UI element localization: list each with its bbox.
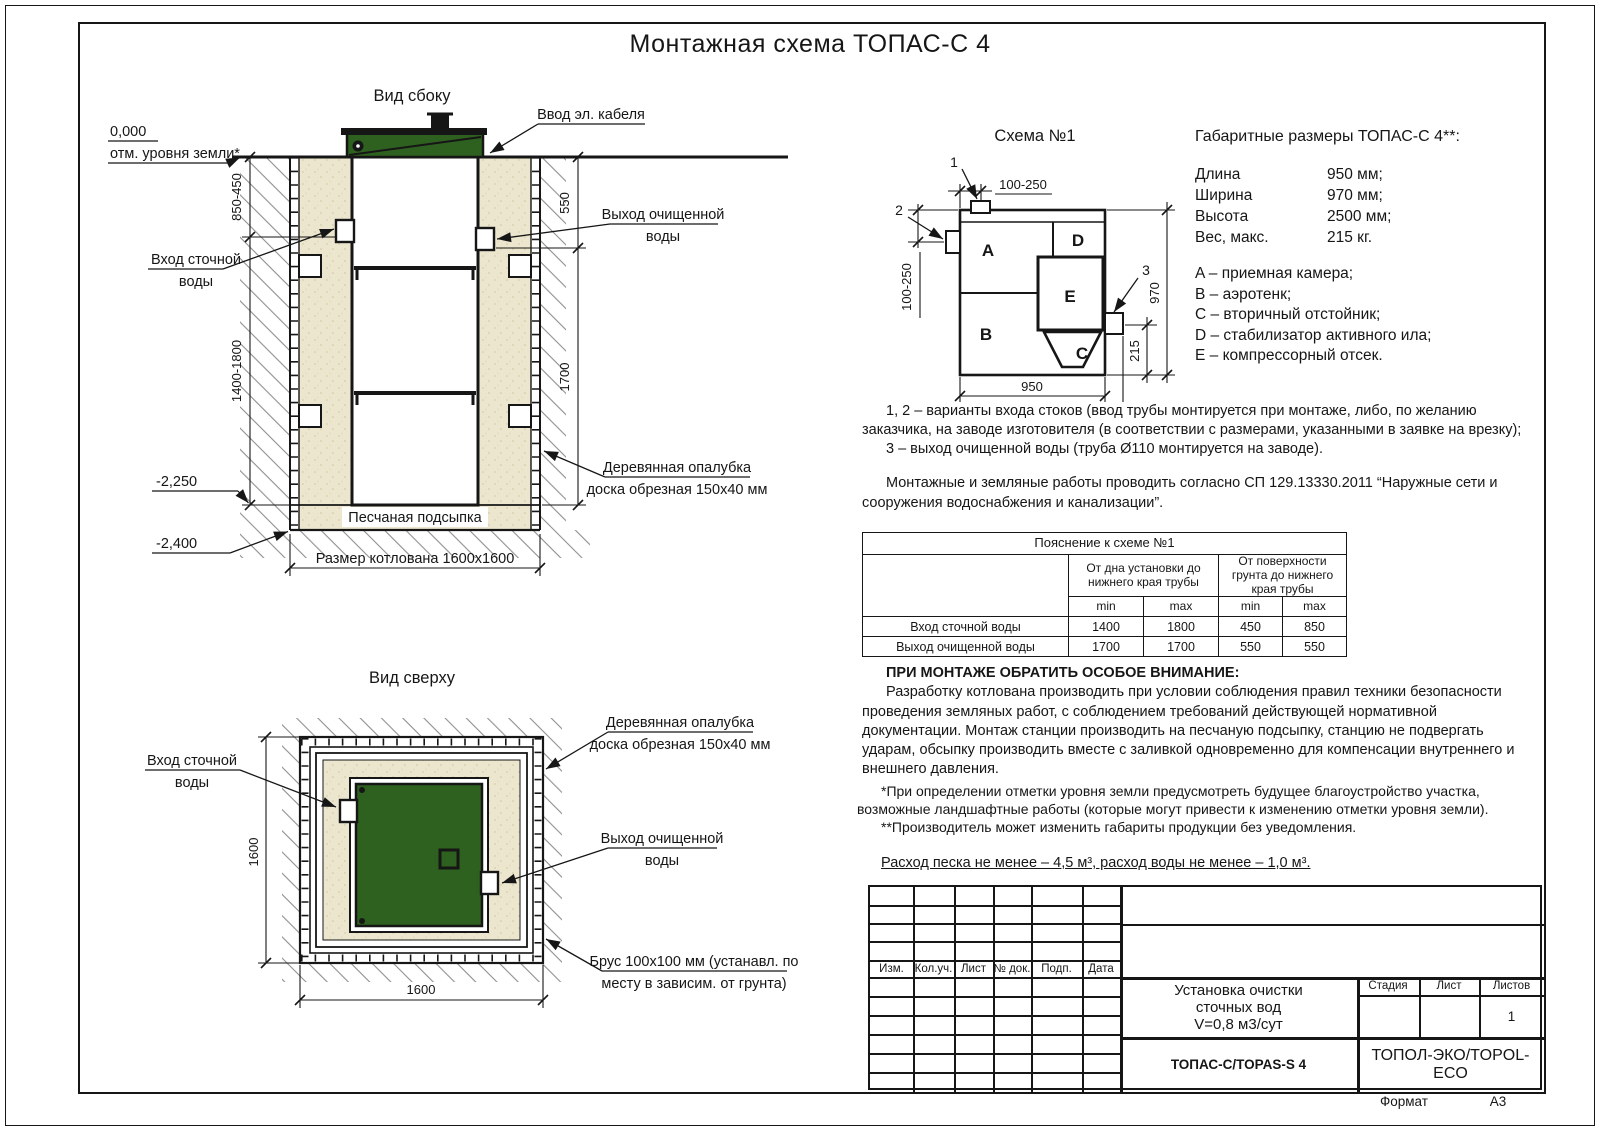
cell: 1700	[1069, 637, 1144, 657]
compartment-c: C	[1075, 344, 1089, 363]
rev-header-izm: Изм.	[879, 962, 904, 975]
lid-dot	[359, 918, 365, 924]
spec-row	[1195, 185, 1525, 206]
notes-block	[862, 402, 1534, 513]
tv-inlet-line1: Вход сточной	[146, 753, 238, 769]
company-name: ТОПОЛ-ЭКО/TOPOL-ECO	[1371, 1046, 1530, 1082]
page-title: Монтажная схема ТОПАС-С 4	[629, 30, 991, 58]
outlet-port	[476, 228, 494, 250]
document-name	[1120, 977, 1357, 1037]
mark-2400-label: -2,400	[156, 536, 198, 552]
spec-row	[1195, 227, 1525, 248]
spec-label: Ширина	[1195, 187, 1253, 204]
side-view-drawing	[108, 87, 788, 576]
port-1-label: 1	[950, 154, 958, 170]
spec-value: 2500 мм;	[1327, 208, 1392, 225]
format-label: Формат	[1380, 1094, 1428, 1109]
attention-body: Разработку котлована производить при условии соблюдения правил техники безопасности проведения земляных работ, с соблюдением требований действующей нормативной документации. Монтаж станции производить на песчаную подсыпку, станцию не подвергать ударам, обсыпку производить вместе с заливкой одновременно для компенсации внутреннего и внешнего давления.	[862, 684, 1515, 778]
tv-brus-line1: Брус 100х100 мм (устанавл. по	[589, 954, 799, 970]
rev-header-koluch: Кол.уч.	[914, 962, 953, 975]
legend-item: A – приемная камера;	[1195, 265, 1354, 282]
formwork-label-line2: доска обрезная 150х40 мм	[586, 482, 768, 498]
outlet-port-top	[481, 872, 498, 894]
vent-hatch	[440, 850, 458, 868]
spec-value: 950 мм;	[1327, 166, 1383, 183]
doc-name-line1: Установка очистки	[1174, 981, 1303, 999]
legend-item: E – компрессорный отсек.	[1195, 347, 1383, 364]
cable-entry-label: Ввод эл. кабеля	[537, 107, 645, 123]
compartment-a: A	[981, 241, 995, 260]
ground-note-label: отм. уровня земли*	[110, 146, 240, 162]
dimensions-spec-block	[1195, 128, 1525, 367]
specs-heading: Габаритные размеры ТОПАС-С 4**:	[1195, 128, 1460, 145]
table-row	[863, 637, 1347, 657]
zero-mark-label: 0,000	[110, 124, 147, 140]
spec-label: Длина	[1195, 166, 1241, 183]
spec-row	[1195, 206, 1525, 227]
spec-label: Высота	[1195, 208, 1249, 225]
tv-dim-left-1600: 1600	[246, 837, 261, 867]
max-header: max	[1283, 597, 1347, 617]
lid-bolt-center	[356, 144, 360, 148]
consumption-note: Расход песка не менее – 4,5 м³, расход воды не менее – 1,0 м³.	[881, 854, 1311, 871]
cell: 1700	[1144, 637, 1219, 657]
inlet-label-line1: Вход сточной	[150, 252, 242, 268]
strut	[509, 405, 531, 427]
tv-outlet-line2: воды	[644, 853, 680, 869]
mark-2250-label: -2,250	[156, 474, 198, 490]
schema-dim-215: 215	[1127, 340, 1142, 362]
side-view-title: Вид сбоку	[373, 87, 451, 105]
strut	[509, 255, 531, 277]
explanation-table	[862, 532, 1347, 657]
inlet-port	[336, 220, 354, 242]
sheet-header: Лист	[1436, 980, 1462, 992]
spec-value: 970 мм;	[1327, 187, 1383, 204]
title-block	[868, 885, 1542, 1090]
inlet-port-top	[340, 800, 357, 822]
compartment-e: E	[1064, 287, 1076, 306]
outlet-label-line2: воды	[645, 229, 681, 245]
table-group2-header: От поверхности грунта до нижнего края трубы	[1219, 555, 1347, 597]
tank-body	[352, 157, 478, 505]
rev-header-data: Дата	[1088, 962, 1114, 975]
formwork-label-line1: Деревянная опалубка	[602, 460, 752, 476]
legend-item: D – стабилизатор активного ила;	[1195, 326, 1432, 344]
lid-dot	[359, 787, 365, 793]
lid-rim	[341, 128, 487, 135]
port-3-label: 3	[1142, 262, 1150, 278]
strut	[299, 255, 321, 277]
schema-1-drawing	[895, 127, 1175, 402]
schema-dim-left: 100-250	[899, 263, 914, 311]
footnotes-block	[857, 782, 1537, 872]
model-name: ТОПАС-С/TOPAS-S 4	[1170, 1057, 1307, 1072]
schema-port-3	[1105, 313, 1123, 334]
tank-lid-top	[356, 784, 482, 926]
max-header: max	[1144, 597, 1219, 617]
spec-value: 215 кг.	[1327, 229, 1373, 246]
stage-header: Стадия	[1368, 980, 1408, 992]
table-group1-header: От дна установки до нижнего края трубы	[1069, 555, 1219, 597]
dim-1400-1800: 1400-1800	[229, 339, 244, 403]
table-title: Пояснение к схеме №1	[863, 533, 1347, 555]
pit-size-label: Размер котлована 1600х1600	[315, 551, 515, 567]
rev-header-podp: Подп.	[1041, 962, 1072, 975]
tv-inlet-line2: воды	[174, 775, 210, 791]
schema-title: Схема №1	[994, 127, 1076, 145]
top-view-title: Вид сверху	[369, 669, 455, 687]
cell: 550	[1219, 637, 1283, 657]
dim-550: 550	[557, 192, 572, 214]
schema-dim-top: 100-250	[999, 177, 1047, 192]
rev-header-ndok: № док.	[993, 962, 1031, 975]
port-2-label: 2	[895, 202, 903, 218]
footnote-1: *При определении отметки уровня земли предусмотреть будущее благоустройство участка, возможные ландшафтные работы (которые могут привести к изменению отметки уровня земли).	[857, 783, 1489, 818]
sand-bedding-label: Песчаная подсыпка	[348, 510, 482, 526]
cell: 850	[1283, 617, 1347, 637]
row-label: Вход сточной воды	[863, 617, 1069, 637]
note-2: 3 – выход очищенной воды (труба Ø110 монтируется на заводе).	[886, 441, 1323, 458]
strut	[299, 405, 321, 427]
tv-outlet-line1: Выход очищенной	[600, 831, 724, 847]
compartment-d: D	[1071, 231, 1085, 250]
doc-name-line3: V=0,8 м3/сут	[1194, 1015, 1283, 1033]
legend-item: C – вторичный отстойник;	[1195, 306, 1381, 323]
attention-heading: ПРИ МОНТАЖЕ ОБРАТИТЬ ОСОБОЕ ВНИМАНИЕ:	[886, 665, 1240, 681]
attention-block	[862, 664, 1536, 780]
inlet-label-line2: воды	[178, 274, 214, 290]
sheets-header: Листов	[1492, 980, 1531, 992]
table-corner-cell	[863, 555, 1069, 617]
rev-header-list: Лист	[961, 962, 986, 975]
row-label: Выход очищенной воды	[863, 637, 1069, 657]
tv-formwork-line1: Деревянная опалубка	[605, 715, 755, 731]
min-header: min	[1219, 597, 1283, 617]
cell: 450	[1219, 617, 1283, 637]
cell: 550	[1283, 637, 1347, 657]
footnote-2: **Производитель может изменить габариты продукции без уведомления.	[881, 819, 1357, 836]
legend-item: B – аэротенк;	[1195, 285, 1292, 303]
spec-row	[1195, 164, 1525, 185]
dim-1700: 1700	[557, 362, 572, 392]
sheets-value: 1	[1507, 1008, 1516, 1024]
outlet-label-line1: Выход очищенной	[601, 207, 725, 223]
min-header: min	[1069, 597, 1144, 617]
format-value: А3	[1489, 1094, 1507, 1109]
dim-850-450: 850-450	[229, 173, 244, 221]
top-view-drawing	[145, 669, 799, 1008]
compartment-legend	[1195, 264, 1525, 367]
spec-label: Вес, макс.	[1195, 229, 1269, 246]
compartment-b: B	[979, 325, 993, 344]
format-note	[1380, 1094, 1564, 1109]
doc-name-line2: сточных вод	[1195, 998, 1282, 1016]
schema-port-1	[971, 201, 990, 213]
schema-dim-970: 970	[1147, 282, 1162, 304]
note-1: 1, 2 – варианты входа стоков (ввод трубы монтируется при монтаже, либо, по желанию заказчика, на заводе изготовителя (в соответствии с размерами, указанными в заявке на врезку);	[862, 403, 1522, 439]
soil-hatch-left	[240, 157, 290, 530]
note-3: Монтажные и земляные работы проводить согласно СП 129.13330.2011 “Наружные сети и сооружения водоснабжения и канализации”.	[862, 475, 1498, 511]
cell: 1400	[1069, 617, 1144, 637]
cell: 1800	[1144, 617, 1219, 637]
tv-brus-line2: месту в зависим. от грунта)	[601, 976, 787, 992]
tv-dim-bottom-1600: 1600	[406, 982, 436, 997]
schema-port-2	[946, 231, 960, 253]
tv-formwork-line2: доска обрезная 150х40 мм	[589, 737, 771, 753]
schema-dim-950: 950	[1021, 379, 1043, 394]
table-row	[863, 617, 1347, 637]
